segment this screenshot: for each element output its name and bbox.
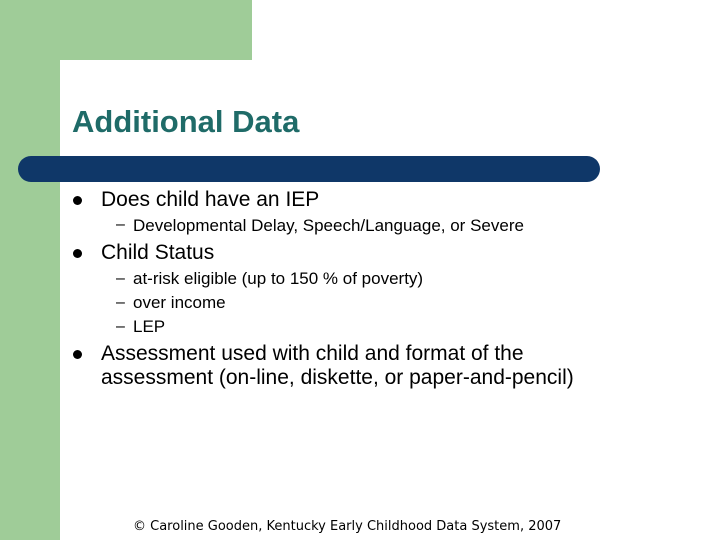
- dash-icon: –: [116, 294, 125, 311]
- bullet-dot: [73, 196, 82, 205]
- slide-title: Additional Data: [72, 104, 300, 139]
- top-green-band: [0, 0, 252, 60]
- dash-icon: –: [116, 318, 125, 335]
- copyright-footer: © Caroline Gooden, Kentucky Early Childhood Data System, 2007: [133, 519, 562, 534]
- sub-item-lep: LEP: [133, 317, 166, 336]
- bullet-assessment-line-2: assessment (on-line, diskette, or paper-and-pencil): [101, 366, 574, 389]
- bullet-assessment-line-1: Assessment used with child and format of the: [101, 342, 524, 365]
- bullet-child-status: Child Status: [101, 241, 215, 264]
- title-underline-bar: [18, 156, 600, 182]
- dash-icon: –: [116, 270, 125, 287]
- left-green-band: [0, 0, 60, 540]
- sub-item-iep-categories: Developmental Delay, Speech/Language, or Severe: [133, 216, 524, 235]
- dash-icon: –: [116, 216, 125, 233]
- sub-item-over-income: over income: [133, 293, 226, 312]
- bullet-dot: [73, 350, 82, 359]
- bullet-iep: Does child have an IEP: [101, 188, 320, 211]
- sub-item-at-risk: at-risk eligible (up to 150 % of poverty): [133, 269, 424, 288]
- bullet-dot: [73, 249, 82, 258]
